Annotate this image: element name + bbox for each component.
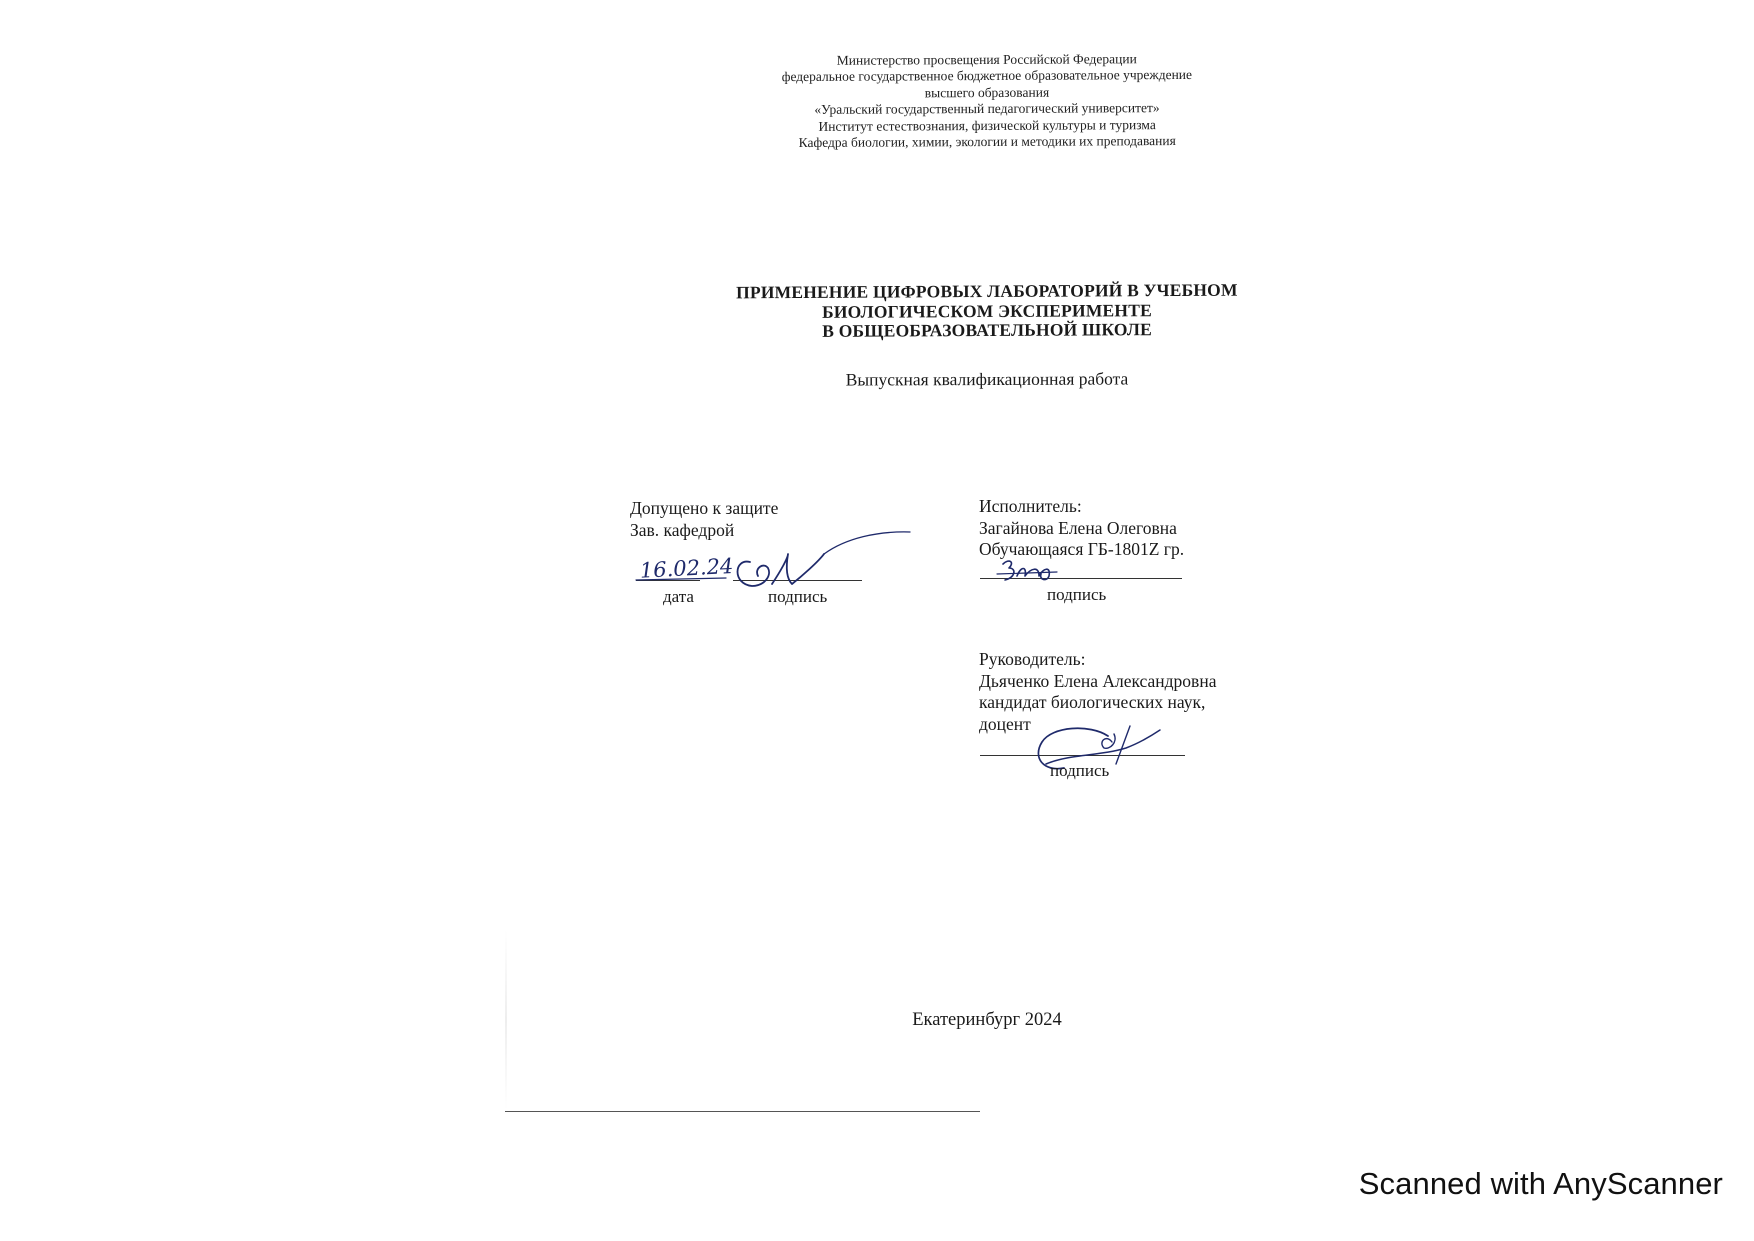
header-line: Институт естествознания, физической культуры и туризма xyxy=(818,116,1156,134)
performer-block xyxy=(979,496,1184,561)
handwritten-date-text: 16.02.24 xyxy=(639,553,734,583)
supervisor-heading: Руководитель: xyxy=(979,649,1086,669)
header-line: Кафедра биологии, химии, экологии и методики их преподавания xyxy=(798,133,1176,151)
institution-header xyxy=(110,47,1754,155)
head-of-department-label: Зав. кафедрой xyxy=(630,519,735,540)
thesis-subtitle: Выпускная квалификационная работа xyxy=(845,368,1129,390)
title-line: В ОБЩЕОБРАЗОВАТЕЛЬНОЙ ШКОЛЕ xyxy=(822,319,1153,341)
supervisor-position: доцент xyxy=(979,713,1031,734)
admission-line: Допущено к защите xyxy=(630,498,779,518)
performer-group: Обучающаяся ГБ-1801Z гр. xyxy=(979,539,1185,559)
title-line: ПРИМЕНЕНИЕ ЦИФРОВЫХ ЛАБОРАТОРИЙ В УЧЕБНОМ xyxy=(736,279,1238,303)
header-line: Министерство просвещения Российской Федерации xyxy=(836,51,1137,68)
thesis-title xyxy=(110,277,1754,345)
date-caption: дата xyxy=(663,587,694,606)
handwritten-date xyxy=(634,552,734,588)
supervisor-name: Дьяченко Елена Александровна xyxy=(979,670,1217,691)
header-line: высшего образования xyxy=(924,84,1050,101)
header-line: «Уральский государственный педагогический университет» xyxy=(814,100,1160,118)
title-line: БИОЛОГИЧЕСКОМ ЭКСПЕРИМЕНТЕ xyxy=(821,299,1153,322)
city-year: Екатеринбург 2024 xyxy=(912,1010,1062,1030)
performer-heading: Исполнитель: xyxy=(979,496,1082,516)
header-line: федеральное государственное бюджетное образовательное учреждение xyxy=(781,67,1193,85)
supervisor-signature-caption: подпись xyxy=(1050,761,1110,780)
performer-signature-caption: подпись xyxy=(1047,585,1107,604)
scan-edge-line xyxy=(505,1111,980,1112)
supervisor-degree: кандидат биологических наук, xyxy=(979,692,1206,712)
performer-signature-icon xyxy=(995,556,1065,584)
scanner-watermark: Scanned with AnyScanner xyxy=(1358,1166,1723,1201)
signature-caption: подпись xyxy=(768,587,828,606)
head-signature-icon xyxy=(728,528,918,590)
performer-name: Загайнова Елена Олеговна xyxy=(979,517,1177,538)
